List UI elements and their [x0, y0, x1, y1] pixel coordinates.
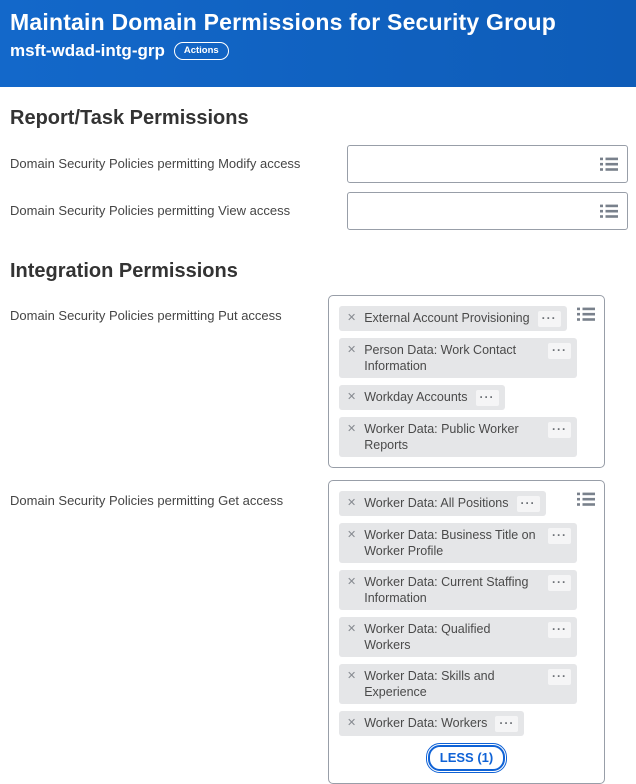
- selected-item-tag: [339, 570, 577, 610]
- tag-label: Worker Data: Business Title on Worker Profile: [364, 528, 536, 558]
- field-row-view-access: [10, 192, 628, 230]
- get-access-multiselect[interactable]: [328, 480, 605, 784]
- tag-label: Worker Data: Qualified Workers: [364, 622, 491, 652]
- remove-tag-icon[interactable]: ✕: [347, 623, 357, 635]
- related-actions-icon[interactable]: ···: [538, 311, 561, 327]
- security-group-name: msft-wdad-intg-grp: [10, 41, 165, 60]
- form-body: [0, 106, 636, 784]
- selected-item-tag: [339, 664, 577, 704]
- related-actions-icon[interactable]: ···: [548, 669, 571, 685]
- tag-label: Worker Data: Skills and Experience: [364, 669, 495, 699]
- tag-label: Workday Accounts: [364, 390, 468, 404]
- put-access-multiselect[interactable]: [328, 295, 605, 468]
- selected-item-tag: [339, 711, 524, 736]
- selected-item-tag: [339, 523, 577, 563]
- remove-tag-icon[interactable]: ✕: [347, 497, 357, 509]
- remove-tag-icon[interactable]: ✕: [347, 423, 357, 435]
- page-title: Maintain Domain Permissions for Security Group: [10, 9, 556, 35]
- related-actions-icon[interactable]: ···: [548, 622, 571, 638]
- related-actions-icon[interactable]: ···: [517, 496, 540, 512]
- modify-access-input[interactable]: [347, 145, 628, 183]
- prompt-list-icon[interactable]: [600, 204, 618, 219]
- tag-label: Worker Data: Current Staffing Information: [364, 575, 529, 605]
- tag-label: Person Data: Work Contact Information: [364, 343, 517, 373]
- field-row-put-access: [10, 295, 628, 468]
- selected-item-tag: [339, 306, 567, 331]
- tag-label: External Account Provisioning: [364, 311, 530, 325]
- related-actions-icon[interactable]: ···: [476, 390, 499, 406]
- tag-label: Worker Data: Workers: [364, 716, 488, 730]
- related-actions-icon[interactable]: ···: [548, 528, 571, 544]
- selected-item-tag: [339, 385, 505, 410]
- tag-label: Worker Data: All Positions: [364, 496, 509, 510]
- related-actions-icon[interactable]: ···: [548, 422, 571, 438]
- field-row-modify-access: [10, 145, 628, 183]
- tag-label: Worker Data: Public Worker Reports: [364, 422, 519, 452]
- related-actions-icon[interactable]: ···: [495, 716, 518, 732]
- selected-item-tag: [339, 491, 546, 516]
- field-label-put-access: Domain Security Policies permitting Put access: [10, 308, 282, 323]
- prompt-list-icon[interactable]: [577, 307, 595, 322]
- related-actions-icon[interactable]: ···: [548, 575, 571, 591]
- remove-tag-icon[interactable]: ✕: [347, 312, 357, 324]
- selected-item-tag: [339, 617, 577, 657]
- remove-tag-icon[interactable]: ✕: [347, 391, 357, 403]
- field-label-modify-access: Domain Security Policies permitting Modify access: [10, 156, 301, 171]
- selected-item-tag: [339, 417, 577, 457]
- put-access-tag-list: [339, 306, 594, 457]
- view-access-input[interactable]: [347, 192, 628, 230]
- remove-tag-icon[interactable]: ✕: [347, 529, 357, 541]
- prompt-list-icon[interactable]: [600, 157, 618, 172]
- remove-tag-icon[interactable]: ✕: [347, 576, 357, 588]
- actions-button[interactable]: Actions: [174, 42, 229, 60]
- less-toggle-button[interactable]: LESS (1): [428, 745, 505, 771]
- field-label-get-access: Domain Security Policies permitting Get access: [10, 493, 284, 508]
- remove-tag-icon[interactable]: ✕: [347, 344, 357, 356]
- prompt-list-icon[interactable]: [577, 492, 595, 507]
- section-heading-integration: Integration Permissions: [10, 260, 238, 282]
- remove-tag-icon[interactable]: ✕: [347, 717, 357, 729]
- selected-item-tag: [339, 338, 577, 378]
- page-header: [0, 0, 636, 87]
- get-access-tag-list: [339, 491, 594, 736]
- related-actions-icon[interactable]: ···: [548, 343, 571, 359]
- field-row-get-access: [10, 480, 628, 784]
- section-heading-report-task: Report/Task Permissions: [10, 107, 249, 129]
- field-label-view-access: Domain Security Policies permitting View access: [10, 203, 291, 218]
- remove-tag-icon[interactable]: ✕: [347, 670, 357, 682]
